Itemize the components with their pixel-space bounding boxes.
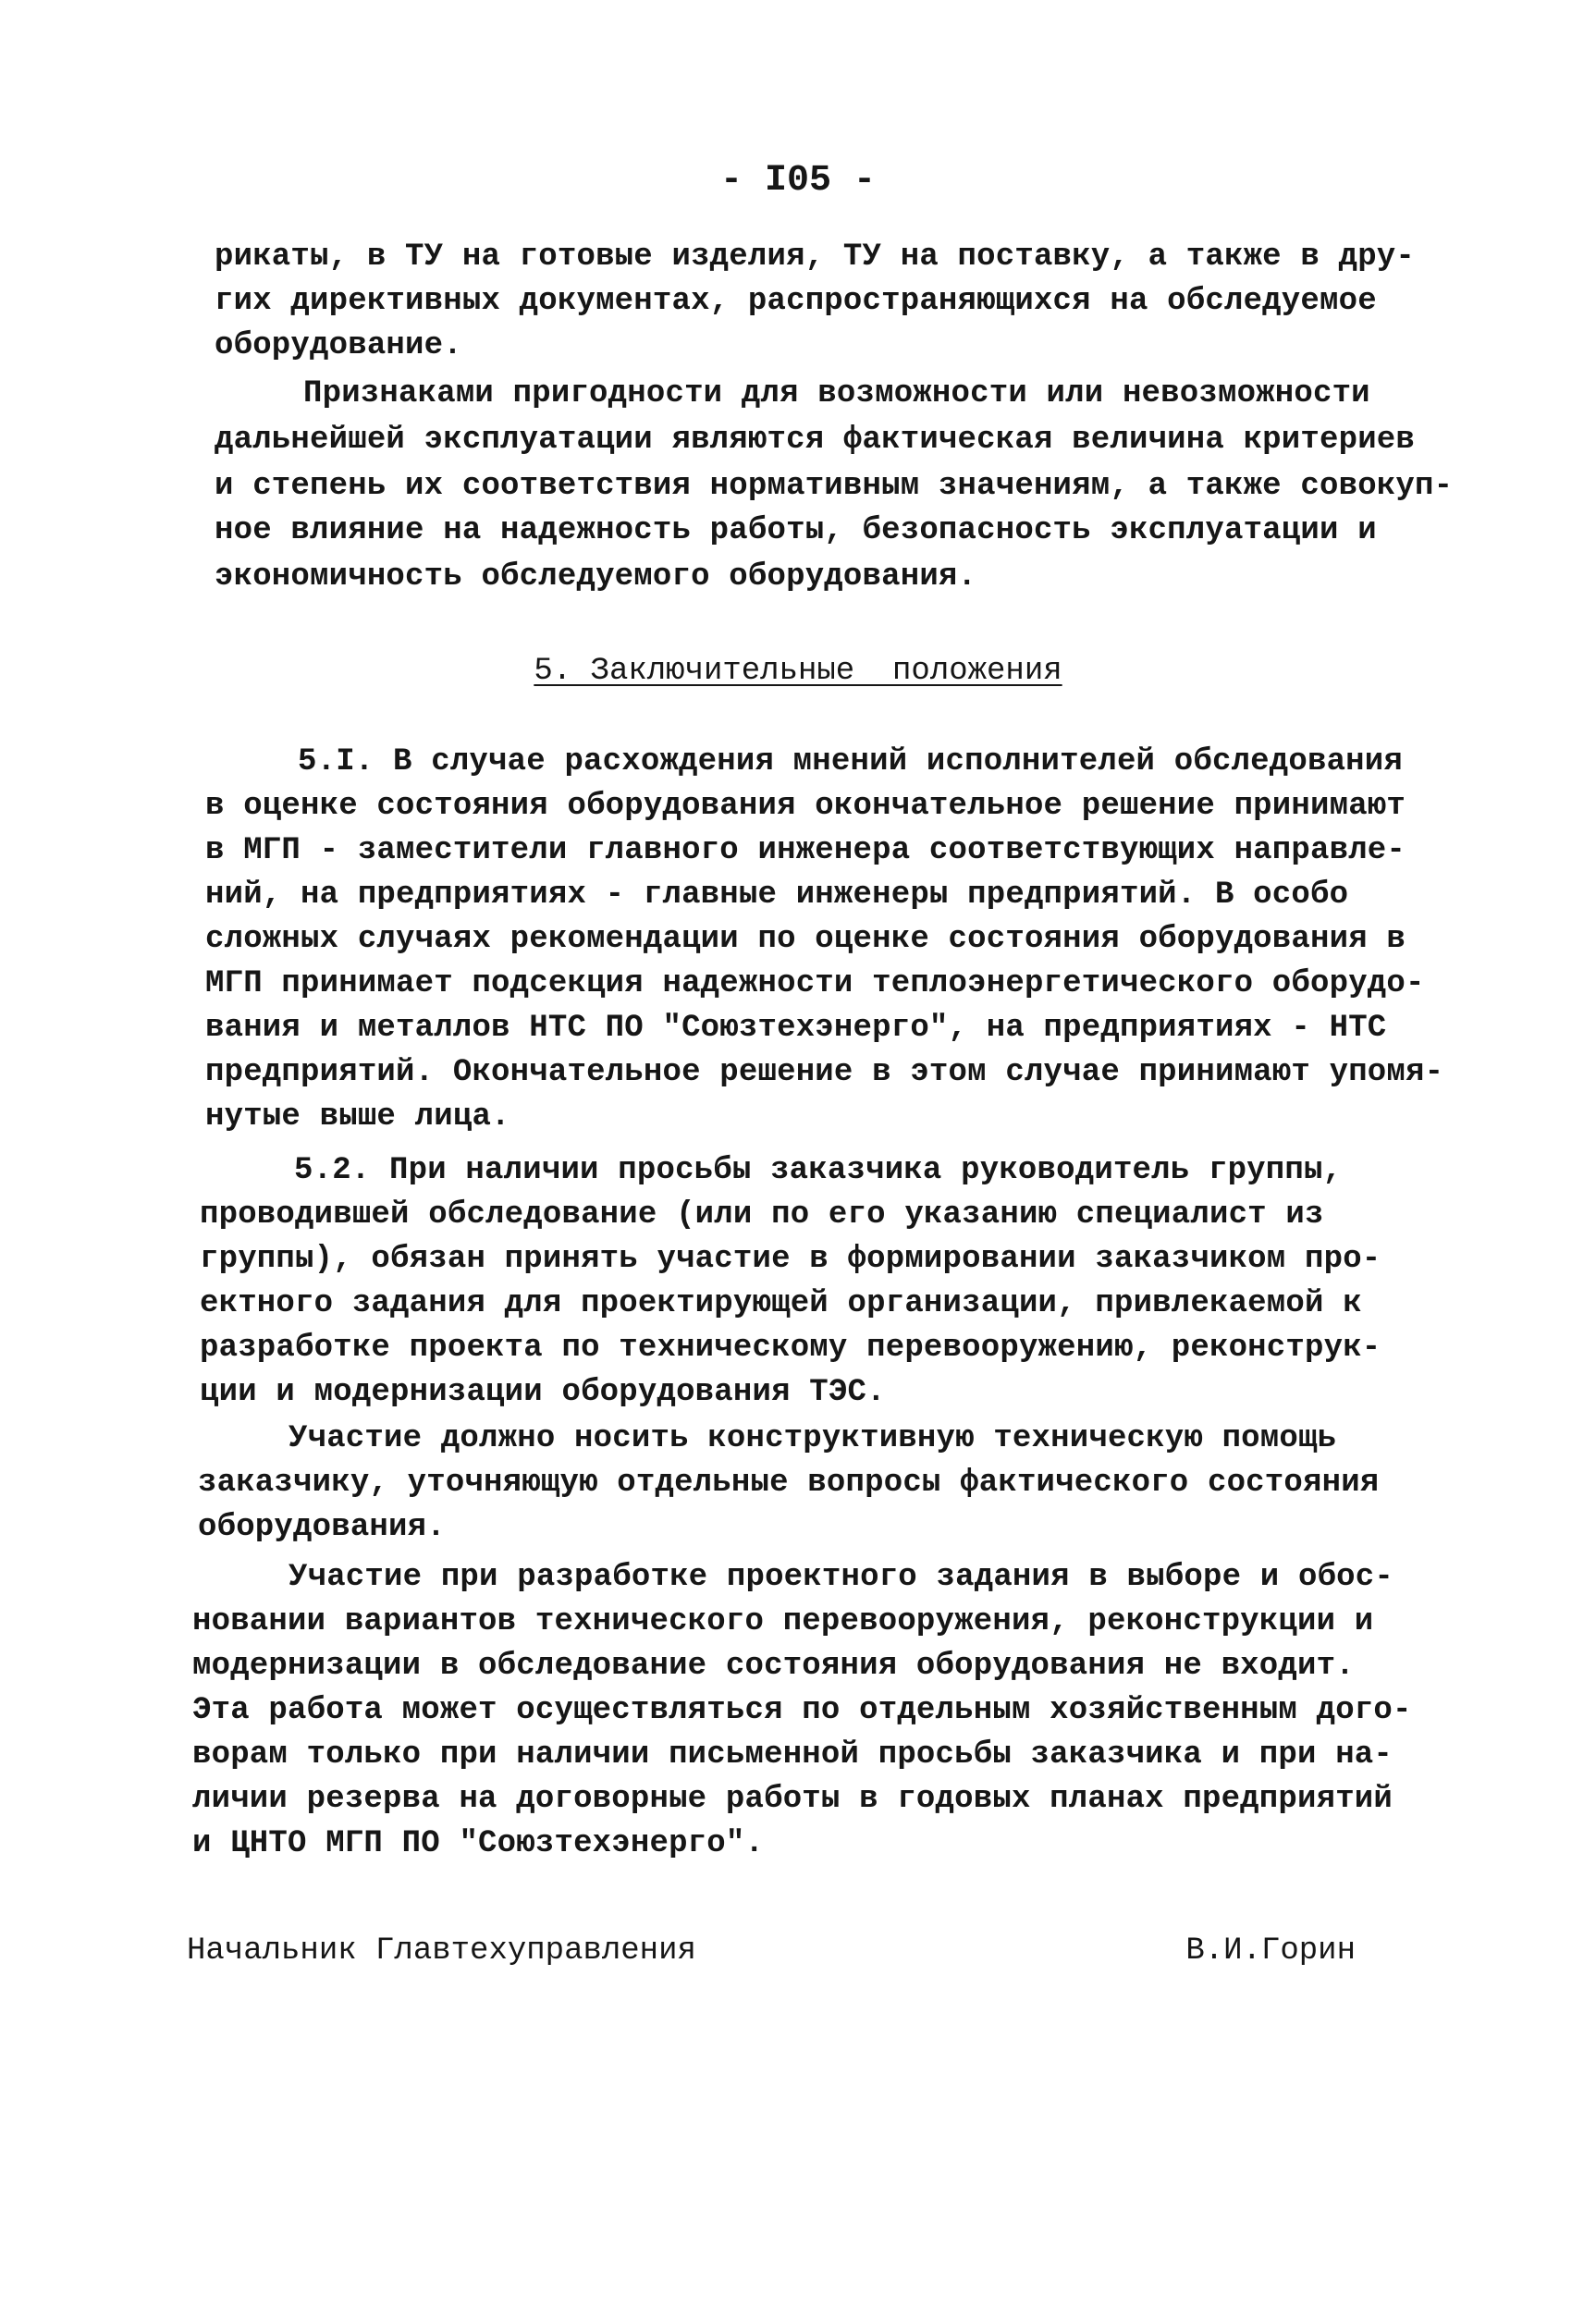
- page-number: - I05 -: [719, 160, 877, 202]
- text-line: ции и модернизации оборудования ТЭС.: [200, 1375, 886, 1410]
- text-line: ектного задания для проектирующей организации, привлекаемой к: [200, 1286, 1362, 1321]
- text-line: ворам только при наличии письменной просьбы заказчика и при на-: [192, 1737, 1393, 1773]
- text-line: группы), обязан принять участие в формировании заказчиком про-: [200, 1242, 1381, 1277]
- section-heading: [0, 651, 1596, 692]
- signature-position: Начальник Главтехуправления: [187, 1933, 696, 1969]
- text-line: оборудования.: [198, 1510, 446, 1545]
- text-line: личии резерва на договорные работы в годовых планах предприятий: [192, 1782, 1393, 1817]
- text-line: Участие должно носить конструктивную техническую помощь: [289, 1421, 1337, 1456]
- text-line: Эта работа может осуществляться по отдельным хозяйственным дого-: [192, 1693, 1412, 1728]
- text-line: новании вариантов технического перевооружения, реконструкции и: [192, 1604, 1374, 1639]
- text-line: экономичность обследуемого оборудования.: [215, 559, 977, 595]
- text-line: модернизации в обследование состояния оборудования не входит.: [192, 1649, 1355, 1684]
- text-line: Участие при разработке проектного задания в выборе и обос-: [289, 1560, 1393, 1595]
- text-line: сложных случаях рекомендации по оценке состояния оборудования в: [205, 922, 1406, 957]
- text-line: заказчику, уточняющую отдельные вопросы фактического состояния: [198, 1466, 1380, 1501]
- text-line: нутые выше лица.: [205, 1099, 510, 1135]
- text-line: и ЦНТО МГП ПО "Союзтехэнерго".: [192, 1826, 765, 1861]
- text-line: предприятий. Окончательное решение в этом случае принимают упомя-: [205, 1055, 1444, 1090]
- text-line: разработке проекта по техническому перевооружению, реконструк-: [200, 1331, 1381, 1366]
- text-line: ное влияние на надежность работы, безопасность эксплуатации и: [215, 513, 1377, 548]
- text-line: и степень их соответствия нормативным значениям, а также совокуп-: [215, 469, 1454, 504]
- signature-name: В.И.Горин: [1185, 1933, 1356, 1969]
- text-line: МГП принимает подсекция надежности теплоэнергетического оборудо-: [205, 966, 1425, 1001]
- text-line: ний, на предприятиях - главные инженеры предприятий. В особо: [205, 877, 1349, 913]
- text-line: в оценке состояния оборудования окончательное решение принимают: [205, 789, 1406, 824]
- text-line: 5.2. При наличии просьбы заказчика руководитель группы,: [294, 1153, 1343, 1188]
- text-line: гих директивных документах, распространяющихся на обследуемое: [215, 284, 1377, 319]
- text-line: проводившей обследование (или по его указанию специалист из: [200, 1197, 1324, 1233]
- text-line: в МГП - заместители главного инженера соответствующих направле-: [205, 833, 1406, 868]
- text-line: 5.I. В случае расхождения мнений исполнителей обследования: [298, 744, 1403, 779]
- section-heading-text: 5. Заключительные положения: [534, 654, 1062, 689]
- text-line: Признаками пригодности для возможности или невозможности: [303, 376, 1370, 411]
- text-line: вания и металлов НТС ПО "Союзтехэнерго", на предприятиях - НТС: [205, 1011, 1387, 1046]
- text-line: дальнейшей эксплуатации являются фактическая величина критериев: [215, 423, 1416, 458]
- text-line: рикаты, в ТУ на готовые изделия, ТУ на поставку, а также в дру-: [215, 239, 1416, 275]
- text-line: оборудование.: [215, 328, 462, 363]
